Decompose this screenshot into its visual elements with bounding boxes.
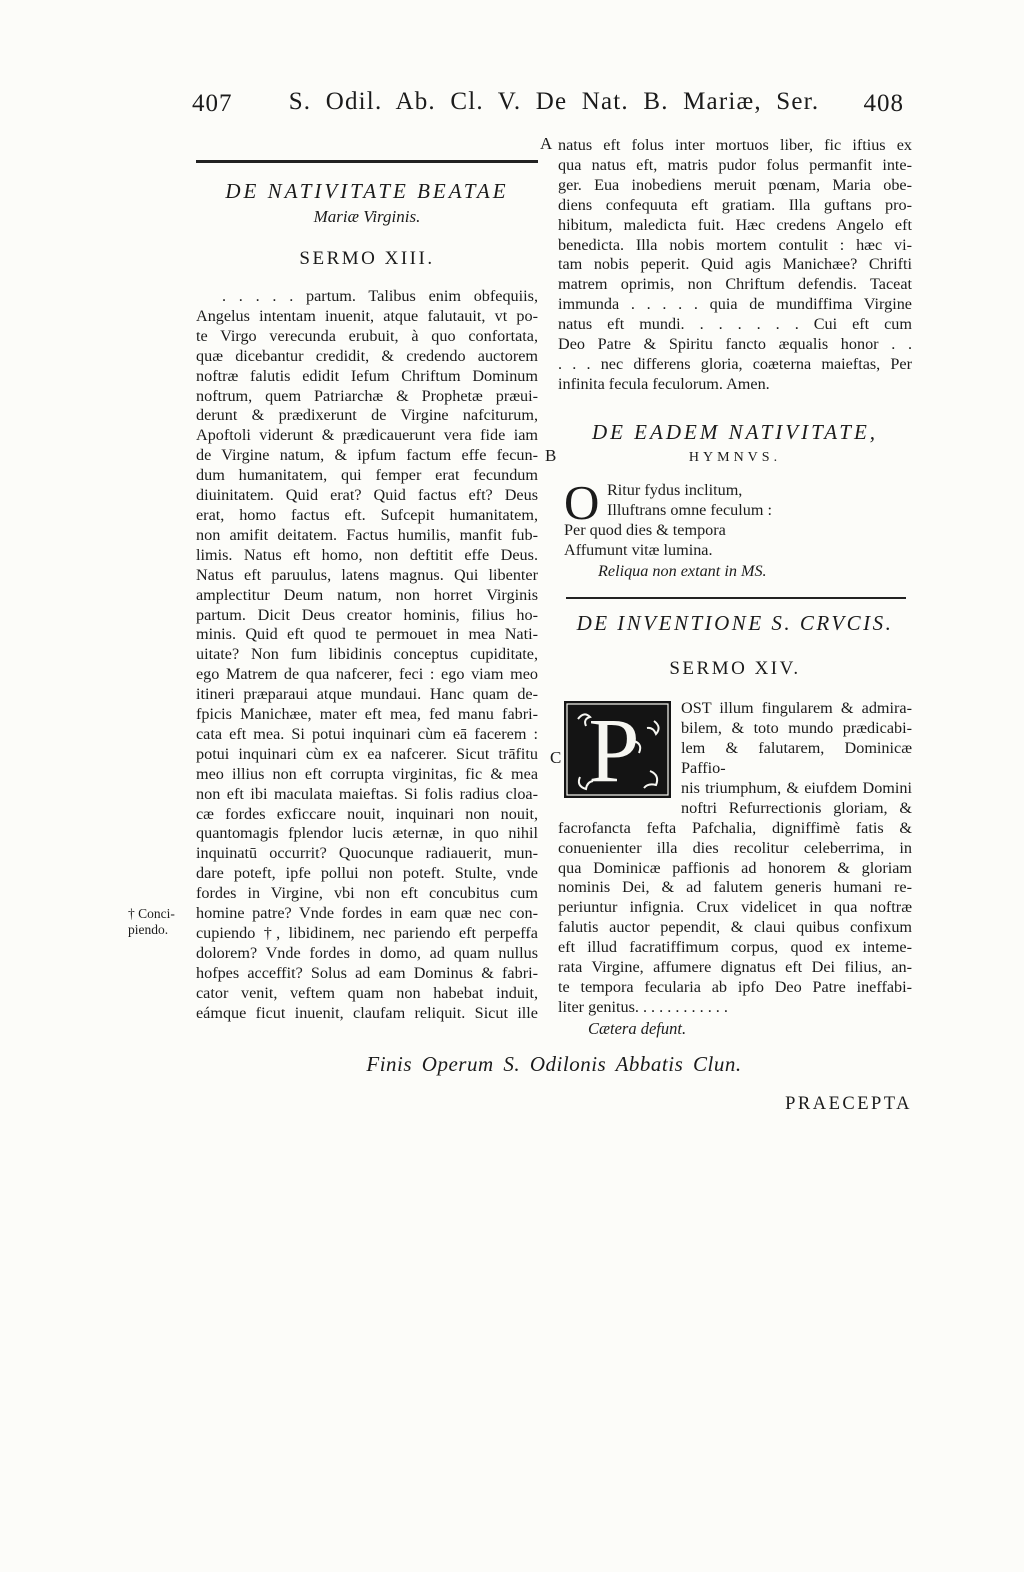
section-subtitle: Mariæ Virginis. [313,207,421,226]
left-column [196,160,538,1024]
hymn-title: DE EADEM NATIVITATE, [591,419,879,444]
hymn-editorial-note: Reliqua non extant in MS. [598,562,767,581]
text-line: amplectitur Deum natum, non horret Virginis [196,585,538,604]
text-line: quantomagis fplendor lucis æternæ, in quo nihil [196,824,538,843]
page-number-left: 407 [192,90,233,117]
column-marker-a: A [540,134,553,153]
text-line: Deo Patre & Spiritu fancto æqualis honor . . [558,335,912,354]
text-line: matrem oprimis, non Chriftum defendis. Taceat [558,275,912,294]
text-line: . . . . . partum. Talibus enim obfequiis, [222,287,538,305]
text-line: homine patre? Vnde fordes in eam quæ nec con- [196,904,538,923]
text-line: dare poteft, ipfe pollui non poteft. Stulte, vnde [196,864,538,883]
text-line: liter genitus. . . . . . . . . . . . [558,997,728,1016]
text-line: falutis auctor pependit, & claui quibus confixum [558,918,912,937]
text-line: hofpes acceffit? Solus ad eam Dominus & fabri- [196,963,538,982]
text-line: tam nobis peperit. Quid agis Manichæe? Chrifti [558,255,912,274]
text-line: nominis Dei, & ad falutem generis humani re- [558,878,912,897]
text-line: eámque ficut inuenit, claufam reliquit. Sicut ille [196,1003,538,1022]
text-line: hibitum, maledicta fuit. Hæc credens Angelo eft [558,215,912,234]
section-rule [196,160,538,163]
text-line: noftræ falutis edidit Iefum Chriftum Dominum [196,366,538,385]
text-line: quæ dicebantur credidit, & credendo auctorem [196,346,538,365]
sermon-14-body [558,699,912,1038]
text-line: partum. Dicit Deus creator hominis, filius ho- [196,605,538,624]
text-line: periuntur infignia. Crux videlicet in qua noftræ [558,898,912,917]
text-line: de Virgine natum, & ipfum factum effe fecun- [196,446,538,465]
text-line: qua Dominicæ paffionis ad honorem & gloriam [558,858,912,877]
hymn-lines [564,474,912,561]
text-line: noftrum, quem Patriarchæ & Prophetæ præui- [196,386,538,405]
text-line: cupiendo †, libidinem, nec pariendo eft perpeffa [196,924,538,942]
text-line: natus eft folus inter mortuos liber, fic iftius ex [558,136,912,154]
text-line: natus eft mundi. . . . . . . Cui eft cum [558,315,912,334]
text-line: benedicta. Illa nobis mortem contulit : hæc vi- [558,235,912,254]
text-line: diens confequuta eft gratiam. Illa guftans pro- [558,195,912,214]
text-line: OST illum fingularem & admira- [681,699,912,718]
sermon-13-body [196,287,538,1024]
page-number-right: 408 [863,90,904,117]
text-line: erat, homo factus eft. Sufcepit humanitatem, [196,505,538,524]
text-line: conuenienter illa dies recolitur celeberrima, in [558,838,912,857]
text-line: qua natus eft, matris pudor folus permanfit inte- [558,155,912,174]
text-line: Illuftrans omne feculum : [607,500,772,519]
section-rule [566,597,906,599]
text-line: ger. Eua inobediens meruit pœnam, Maria obe- [558,175,912,194]
text-line: . . . nec differens gloria, coæterna maieftas, Per [558,354,912,373]
text-line: diuinitatem. Quid erat? Quid factus eft? Deus [196,486,538,505]
text-line: ego Matrem de qua nafcerer, feci : ego viam meo [196,665,538,684]
text-line: immunda . . . . . quia de mundiffima Virgine [558,295,912,314]
catchword: PRAECEPTA [785,1094,912,1114]
running-title: S. Odil. Ab. Cl. V. De Nat. B. Mariæ, Ser. [288,88,820,115]
text-line: infinita fecula feculorum. Amen. [558,374,770,393]
finis-colophon: Finis Operum S. Odilonis Abbatis Clun. [366,1052,742,1076]
text-line: inquinatū occurrit? Quocunque radiauerit, mun- [196,844,538,863]
text-line: itineri præparaui atque mundaui. Hanc quam de- [196,685,538,704]
sermon-13-heading: SERMO XIII. [299,248,435,269]
text-line: facrofancta fefta Pafchalia, digniffimè fatis & [558,818,912,837]
text-line: cator venit, veftem quam non habebat induit, [196,983,538,1002]
hymn-text [564,474,912,583]
text-line: piendo. [128,922,169,937]
hymn-dropcap-O: O [564,474,600,530]
text-line: nis triumphum, & eiufdem Domini [681,778,912,797]
margin-note [128,906,194,938]
column-marker-b: B [545,446,557,465]
text-line: eft illud facratiffimum corpus, quod ex inteme- [558,938,912,957]
text-line: Per quod dies & tempora [564,520,726,539]
text-line: meo illius non eft corrupta virginitas, fic & mea [196,764,538,783]
section-title: DE NATIVITATE BEATAE [225,179,509,203]
right-column [558,136,912,1039]
hymn-subtitle: HYMNVS. [688,449,782,465]
text-line: dolorem? Vnde fordes in domo, ad quam nullus [196,943,538,962]
text-line: bilem, & toto mundo prædicabi- [681,719,912,738]
text-line: rata Virgine, affumere dignatus eft Dei filius, an- [558,958,912,977]
text-line: Natus eft paruulus, latens magnus. Qui libenter [196,565,538,584]
caetera-desunt-note: Cætera defunt. [588,1018,687,1038]
sermon-13-body-continued [558,136,912,395]
text-line: potui inquinari cùm ex ea nafcerer. Sicut trāfitu [196,744,538,763]
text-line: cæ fordes exficcare nouit, inquinari non nouit, [196,804,538,823]
text-line: † Conci- [128,906,175,921]
text-line: limis. Natus eft homo, non deftitit effe Deus. [196,545,538,564]
text-line: Affumunt vitæ lumina. [564,540,713,559]
text-line: Apoftoli viderunt & prædicauerunt vera fide iam [196,426,538,445]
text-line: fordes in Virgine, vbi non eft concubitus cum [196,884,538,903]
invention-title: DE INVENTIONE S. CRVCIS. [576,611,894,636]
running-head [0,88,1024,122]
text-line: lem & falutarem, Dominicæ Paffio- [681,739,912,778]
text-line: te Virgo verecunda erubuit, à quo confortata, [196,326,538,345]
text-line: dum humanitatem, qui femper erat fecundum [196,466,538,485]
text-line: Ritur fydus inclitum, [607,480,743,499]
text-line: Angelus intentam inuenit, atque falutauit, vt po- [196,306,538,325]
text-line: fpicis Manichæe, mater eft mea, fed manu fabri- [196,705,538,724]
svg-text:P: P [588,701,640,799]
text-line: minis. Quid eft quod te permouet in mea Nati- [196,625,538,644]
column-marker-c: C [550,748,562,767]
text-line: uitate? Non fum libidinis conceptus cupiditate, [196,645,538,664]
text-line: te tempora fecularia ab ipfo Deo Patre ineffabi- [558,978,912,996]
decorated-initial-P-woodcut [564,701,671,798]
text-line: non amifit deitatem. Factus humilis, manfit fub- [196,525,538,544]
text-line: derunt & prædixerunt de Virgine nafciturum, [196,406,538,425]
text-line: noftri Refurrectionis gloriam, & [681,798,912,817]
text-line: non eft ibi maculata maieftas. Si folis radius cloa- [196,784,538,803]
sermon-14-heading: SERMO XIV. [669,658,801,680]
text-line: cata eft mea. Si potui inquinari cùm eā facerem : [196,724,538,743]
